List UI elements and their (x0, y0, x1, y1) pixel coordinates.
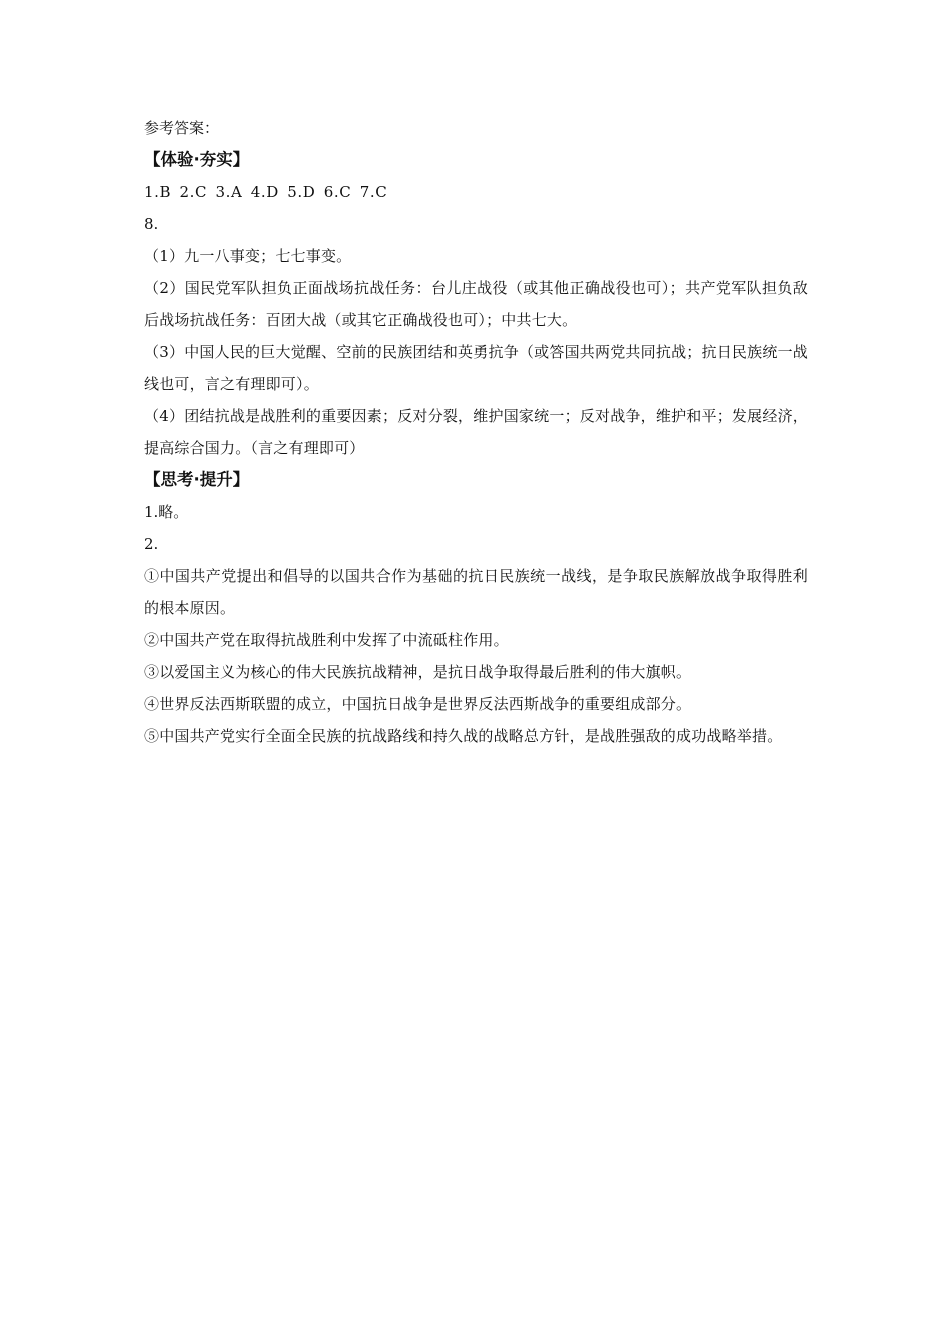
section-title-experience: 【体验·夯实】 (144, 150, 250, 169)
document-page (144, 112, 808, 752)
q2-item-1: ①中国共产党提出和倡导的以国共合作为基础的抗日民族统一战线，是争取民族解放战争取得胜利的根本原因。 (144, 567, 808, 617)
q8-item-4: （4）团结抗战是战胜利的重要因素；反对分裂，维护国家统一；反对战争，维护和平；发展经济，提高综合国力。（言之有理即可） (144, 407, 808, 457)
mcq-answers: 1.B 2.C 3.A 4.D 5.D 6.C 7.C (144, 183, 388, 201)
q8-item-1: （1）九一八事变；七七事变。 (144, 247, 352, 265)
q8-item-2: （2）国民党军队担负正面战场抗战任务：台儿庄战役（或其他正确战役也可）；共产党军队担负敌后战场抗战任务：百团大战（或其它正确战役也可）；中共七大。 (144, 279, 808, 329)
q2-item-3: ③以爱国主义为核心的伟大民族抗战精神，是抗日战争取得最后胜利的伟大旗帜。 (144, 663, 692, 681)
q2-item-5: ⑤中国共产党实行全面全民族的抗战路线和持久战的战略总方针，是战胜强敌的成功战略举措。 (144, 727, 783, 745)
section-title-thinking: 【思考·提升】 (144, 470, 250, 489)
question-1-answer: 1.略。 (144, 503, 189, 521)
answer-header: 参考答案： (144, 119, 220, 137)
q8-item-3: （3）中国人民的巨大觉醒、空前的民族团结和英勇抗争（或答国共两党共同抗战；抗日民族统一战线也可，言之有理即可）。 (144, 343, 808, 393)
q2-item-2: ②中国共产党在取得抗战胜利中发挥了中流砥柱作用。 (144, 631, 509, 649)
q2-item-4: ④世界反法西斯联盟的成立，中国抗日战争是世界反法西斯战争的重要组成部分。 (144, 695, 692, 713)
question-2-label: 2. (144, 535, 159, 553)
question-8-label: 8. (144, 215, 159, 233)
